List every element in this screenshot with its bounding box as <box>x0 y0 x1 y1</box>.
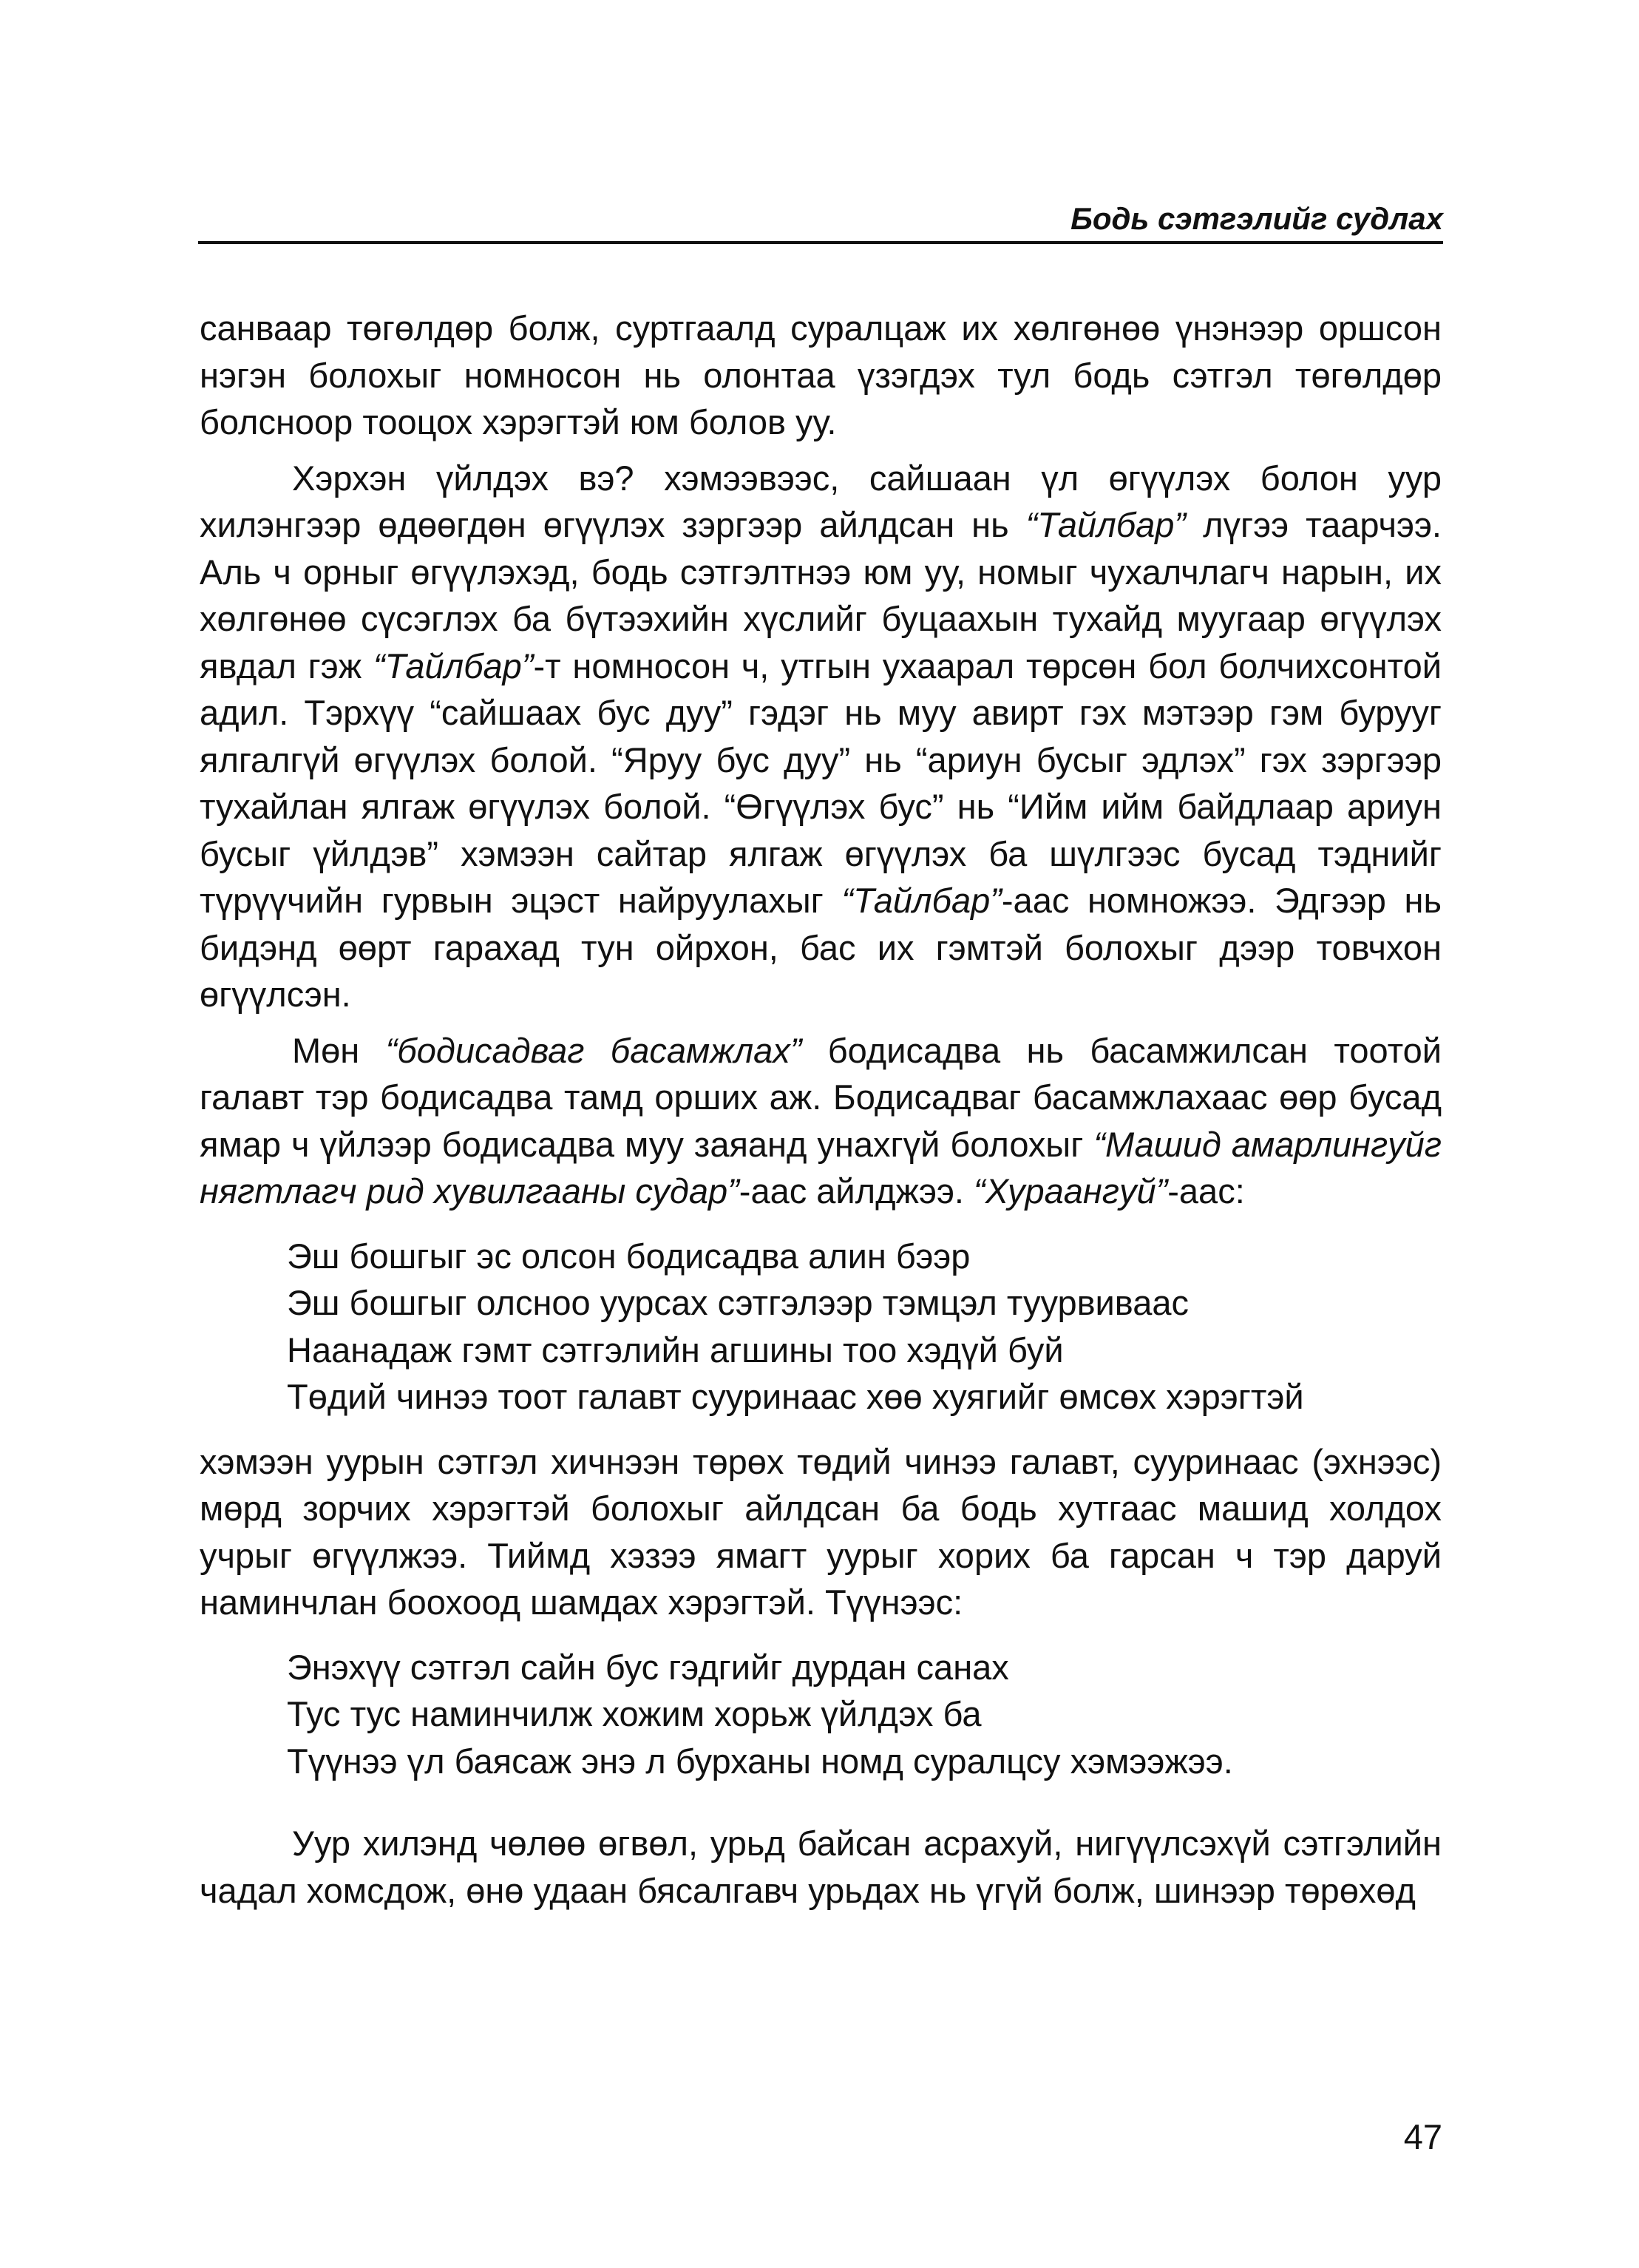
running-header: Бодь сэтгэлийг судлах <box>1070 201 1443 236</box>
paragraph-bodhisattva <box>200 1027 1442 1215</box>
verse-line: Эш бошгыг эс олсон бодисадва алин бээр <box>287 1236 971 1276</box>
paragraph-text: лүгээ таарчээ. Аль ч орныг өгүүлэхэд, бодь сэтгэлтнээ юм уу, номыг чухалчлагч нарын, их хөлгөнөө сүсэглэх ба бүтээхийн хүслийг буцаахын тухайд муугаар өгүүлэх явдал гэж <box>200 505 1442 686</box>
verse-line: Наанадаж гэмт сэтгэлийн агшины тоо хэдүй буй <box>287 1330 1064 1370</box>
paragraph-text: -т номносон ч, утгын ухаарал төрсөн бол болчихсонтой адил. Тэрхүү “сайшаах бус дуу” гэдэг нь муу авирт гэх мэтээр гэм бурууг ялгалгүй өгүүлэх болой. “Яруу бус дуу” нь “ариун бусыг эдлэх” гэх зэргээр тухайлан ялгаж өгүүлэх болой. “Өгүүлэх бус” нь “Ийм ийм байдлаар ариун бусыг үйлдэв” хэмээн сайтар ялгаж өгүүлэх ба шүлгээс бусад тэднийг түрүүчийн гурвын эцэст найруулахыг <box>200 646 1442 920</box>
paragraph-anger: хэмээн уурын сэтгэл хичнээн төрөх төдий чинээ галавт, сууринаас (эхнээс) мөрд зорчих хэрэгтэй болохыг айлдсан ба бодь хутгаас машид холдох учрыг өгүүлжээ. Тиймд хэзээ ямагт уурыг хорих ба гарсан ч тэр даруй наминчлан боохоод шамдах хэрэгтэй. Түүнээс: <box>200 1441 1442 1622</box>
paragraph-how-to-act <box>200 455 1442 1018</box>
paragraph-text: Хэрхэн үйлдэх вэ? хэмээвээс, сайшаан үл өгүүлэх болон уур хилэнгээр өдөөгдөн өгүүлэх зэргээр айлдсан нь <box>200 458 1442 544</box>
paragraph-continuation: санваар төгөлдөр болж, суртгаалд суралцаж их хөлгөнөө үнэнээр оршсон нэгэн болохыг номносон нь олонтаа үзэгдэх тул бодь сэтгэл төгөлдөр болсноор тооцох хэрэгтэй юм болов уу. <box>200 308 1442 441</box>
verse-line: Төдий чинээ тоот галавт сууринаас хөө хуягийг өмсөх хэрэгтэй <box>287 1377 1304 1416</box>
header-rule <box>198 241 1443 244</box>
verse-line: Тус тус наминчилж хожим хорьж үйлдэх ба <box>287 1694 982 1733</box>
quoted-term: “бодисадваг басамжлах” <box>385 1030 802 1070</box>
verse-quote-1 <box>200 1233 1442 1421</box>
citation-tailbar: “Тайлбар” <box>373 646 534 686</box>
verse-line: Түүнээ үл баясаж энэ л бурханы номд суралцсу хэмээжээ. <box>287 1741 1233 1781</box>
verse-quote-2 <box>200 1644 1442 1785</box>
citation-tailbar: “Тайлбар” <box>1025 505 1187 544</box>
paragraph-text: -аас: <box>1167 1171 1245 1211</box>
paragraph-text: бодисадва нь басамжилсан тоотой галавт тэр бодисадва тамд орших аж. Бодисадваг басамжлахаас өөр бусад ямар ч үйлээр бодисадва муу заяанд унахгүй болохыг <box>200 1030 1442 1164</box>
paragraph-text: -аас номножээ. Эдгээр нь бидэнд өөрт гарахад тун ойрхон, бас их гэмтэй болохыг дээр товчхон өгүүлсэн. <box>200 881 1442 1014</box>
citation-tailbar: “Тайлбар” <box>841 881 1002 920</box>
citation-summary: “Хураангуй” <box>974 1171 1168 1211</box>
verse-line: Энэхүү сэтгэл сайн бус гэдгийг дурдан санах <box>287 1647 1009 1687</box>
paragraph-final: Уур хилэнд чөлөө өгвөл, урьд байсан асрахуй, нигүүлсэхүй сэтгэлийн чадал хомсдож, өнө удаан бясалгавч урьдах нь үгүй болж, шинээр төрөхөд <box>200 1824 1442 1910</box>
page-number: 47 <box>1403 2117 1442 2156</box>
page-body <box>200 305 1442 1914</box>
verse-line: Эш бошгыг олсноо уурсах сэтгэлээр тэмцэл туурвиваас <box>287 1283 1190 1322</box>
paragraph-text: Мөн <box>292 1030 386 1070</box>
citation-sutra: “Машид амарлингуйг нягтлагч рид хувилгааны судар” <box>200 1124 1442 1211</box>
paragraph-text: -аас айлджээ. <box>739 1171 974 1211</box>
